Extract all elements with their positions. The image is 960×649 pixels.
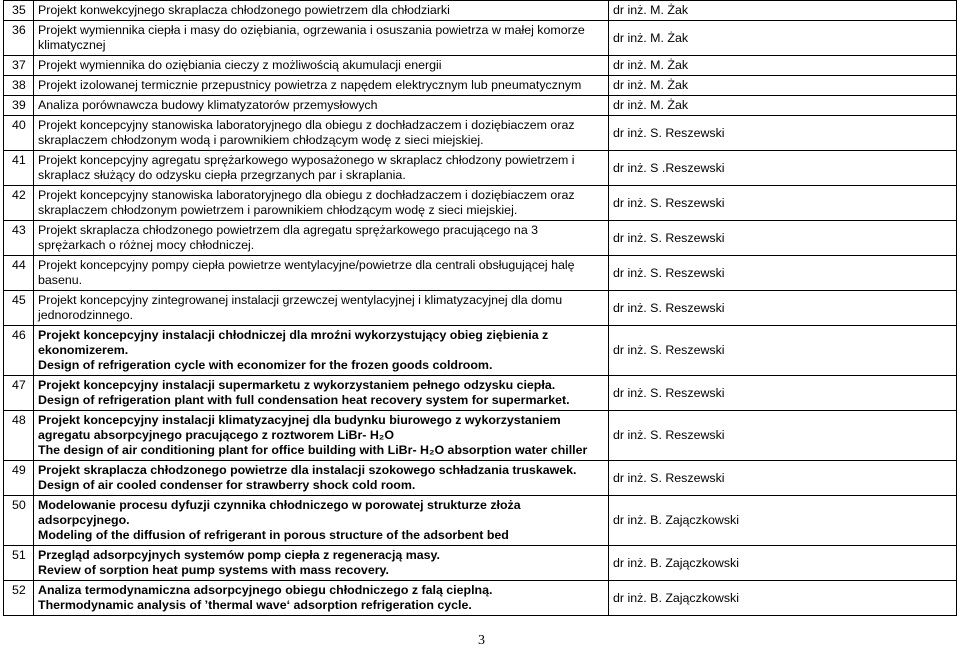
topic-number: 47 [4, 376, 34, 411]
topic-supervisor: dr inż. S. Reszewski [609, 116, 957, 151]
topic-title [34, 291, 609, 326]
table-row [4, 76, 957, 96]
table-row [4, 256, 957, 291]
topic-supervisor: dr inż. S. Reszewski [609, 411, 957, 461]
topic-number: 35 [4, 1, 34, 21]
topic-title-line: Projekt wymiennika do oziębiania cieczy z możliwością akumulacji energii [38, 58, 442, 72]
topic-number: 45 [4, 291, 34, 326]
topic-title-line: Projekt wymiennika ciepła i masy do oziębiania, ogrzewania i osuszania powietrza w małej komorze klimatycznej [38, 23, 585, 52]
topic-title-line: Projekt skraplacza chłodzonego powietrze dla instalacji szokowego schładzania truskawek. [38, 463, 577, 477]
topic-title-line: Projekt koncepcyjny instalacji supermarketu z wykorzystaniem pełnego odzysku ciepła. [38, 378, 556, 392]
topic-title-line: Projekt koncepcyjny zintegrowanej instalacji grzewczej wentylacyjnej i klimatyzacyjnej dla domu jednorodzinnego. [38, 293, 563, 322]
topic-title [34, 96, 609, 116]
topic-title [34, 116, 609, 151]
topic-title [34, 256, 609, 291]
topic-title [34, 546, 609, 581]
topic-number: 37 [4, 56, 34, 76]
topic-supervisor: dr inż. B. Zajączkowski [609, 496, 957, 546]
topic-supervisor: dr inż. B. Zajączkowski [609, 546, 957, 581]
topic-supervisor: dr inż. S. Reszewski [609, 221, 957, 256]
topic-title-line: Projekt koncepcyjny stanowiska laboratoryjnego dla obiegu z dochładzaczem i doziębiaczem oraz skraplaczem chłodzonym wodą i parownikiem chłodzącym wodę z sieci miejskiej. [38, 118, 575, 147]
table-row [4, 56, 957, 76]
topic-supervisor: dr inż. S. Reszewski [609, 326, 957, 376]
topic-supervisor: dr inż. S. Reszewski [609, 376, 957, 411]
topic-number: 44 [4, 256, 34, 291]
topic-title [34, 186, 609, 221]
topic-number: 51 [4, 546, 34, 581]
topic-supervisor: dr inż. S .Reszewski [609, 151, 957, 186]
topic-supervisor: dr inż. S. Reszewski [609, 256, 957, 291]
topic-supervisor: dr inż. B. Zajączkowski [609, 581, 957, 616]
topic-supervisor: dr inż. S. Reszewski [609, 186, 957, 221]
topic-title-line: Projekt skraplacza chłodzonego powietrzem dla agregatu sprężarkowego pracującego na 3 sprężarkach o różnej mocy chłodniczej. [38, 223, 539, 252]
topic-title [34, 21, 609, 56]
thesis-topics-table [3, 0, 957, 616]
topic-title-line: Projekt koncepcyjny instalacji klimatyzacyjnej dla budynku biurowego z wykorzystaniem agregatu absorpcyjnego pracującego z roztworem LiBr- H₂O [38, 413, 561, 442]
topic-title [34, 326, 609, 376]
topic-title-line: Analiza porównawcza budowy klimatyzatorów przemysłowych [38, 98, 378, 112]
topic-number: 43 [4, 221, 34, 256]
topic-title [34, 76, 609, 96]
page-number: 3 [478, 633, 485, 648]
table-row [4, 581, 957, 616]
topic-title-line: Design of air cooled condenser for strawberry shock cold room. [38, 478, 416, 492]
topic-number: 42 [4, 186, 34, 221]
table-row [4, 151, 957, 186]
topic-title-line: Thermodynamic analysis of ’thermal wave‘ adsorption refrigeration cycle. [38, 598, 472, 612]
topic-supervisor: dr inż. M. Żak [609, 21, 957, 56]
topic-title-line: Modeling of the diffusion of refrigerant in porous structure of the adsorbent bed [38, 528, 509, 542]
topic-title-line: Projekt izolowanej termicznie przepustnicy powietrza z napędem elektrycznym lub pneumatycznym [38, 78, 582, 92]
topic-title-line: Projekt konwekcyjnego skraplacza chłodzonego powietrzem dla chłodziarki [38, 3, 450, 17]
table-row [4, 116, 957, 151]
topic-title-line: Review of sorption heat pump systems with mass recovery. [38, 563, 389, 577]
topic-supervisor: dr inż. M. Żak [609, 96, 957, 116]
topic-title [34, 376, 609, 411]
topic-title-line: Design of refrigeration plant with full condensation heat recovery system for supermarket. [38, 393, 570, 407]
topic-title [34, 1, 609, 21]
topic-number: 49 [4, 461, 34, 496]
table-row [4, 96, 957, 116]
topic-title [34, 411, 609, 461]
topic-title [34, 496, 609, 546]
topic-supervisor: dr inż. S. Reszewski [609, 291, 957, 326]
thesis-topics-body [4, 1, 957, 616]
topic-number: 48 [4, 411, 34, 461]
table-row [4, 291, 957, 326]
topic-title-line: The design of air conditioning plant for office building with LiBr- H₂O absorption water chiller [38, 443, 588, 457]
topic-supervisor: dr inż. S. Reszewski [609, 461, 957, 496]
table-row [4, 376, 957, 411]
table-row [4, 546, 957, 581]
table-row [4, 461, 957, 496]
topic-title [34, 151, 609, 186]
table-row [4, 326, 957, 376]
topic-title [34, 461, 609, 496]
topic-number: 41 [4, 151, 34, 186]
topic-title-line: Projekt koncepcyjny pompy ciepła powietrze wentylacyjne/powietrze dla centrali obsługującej halę basenu. [38, 258, 575, 287]
topic-title-line: Przegląd adsorpcyjnych systemów pomp ciepła z regeneracją masy. [38, 548, 440, 562]
topic-title [34, 56, 609, 76]
table-row [4, 1, 957, 21]
topic-number: 50 [4, 496, 34, 546]
topic-number: 38 [4, 76, 34, 96]
topic-supervisor: dr inż. M. Żak [609, 56, 957, 76]
topic-title-line: Projekt koncepcyjny agregatu sprężarkowego wyposażonego w skraplacz chłodzony powietrzem i skraplacz służący do odzysku ciepła przegrzanych par i skraplania. [38, 153, 575, 182]
topic-title [34, 221, 609, 256]
table-row [4, 21, 957, 56]
topic-number: 46 [4, 326, 34, 376]
topic-number: 36 [4, 21, 34, 56]
topic-title-line: Analiza termodynamiczna adsorpcyjnego obiegu chłodniczego z falą cieplną. [38, 583, 493, 597]
table-row [4, 186, 957, 221]
topic-title-line: Projekt koncepcyjny stanowiska laboratoryjnego dla obiegu z dochładzaczem i doziębiaczem oraz skraplaczem chłodzonym powietrzem i parownikiem chłodzącym wodę z sieci miejskiej. [38, 188, 575, 217]
table-row [4, 221, 957, 256]
topic-number: 40 [4, 116, 34, 151]
topic-number: 39 [4, 96, 34, 116]
topic-title [34, 581, 609, 616]
table-row [4, 496, 957, 546]
topic-title-line: Modelowanie procesu dyfuzji czynnika chłodniczego w porowatej strukturze złoża adsorpcyjnego. [38, 498, 521, 527]
topic-supervisor: dr inż. M. Żak [609, 1, 957, 21]
topic-number: 52 [4, 581, 34, 616]
topic-supervisor: dr inż. M. Żak [609, 76, 957, 96]
topic-title-line: Projekt koncepcyjny instalacji chłodniczej dla mroźni wykorzystujący obieg ziębienia z ekonomizerem. [38, 328, 549, 357]
topic-title-line: Design of refrigeration cycle with economizer for the frozen goods coldroom. [38, 358, 493, 372]
table-row [4, 411, 957, 461]
